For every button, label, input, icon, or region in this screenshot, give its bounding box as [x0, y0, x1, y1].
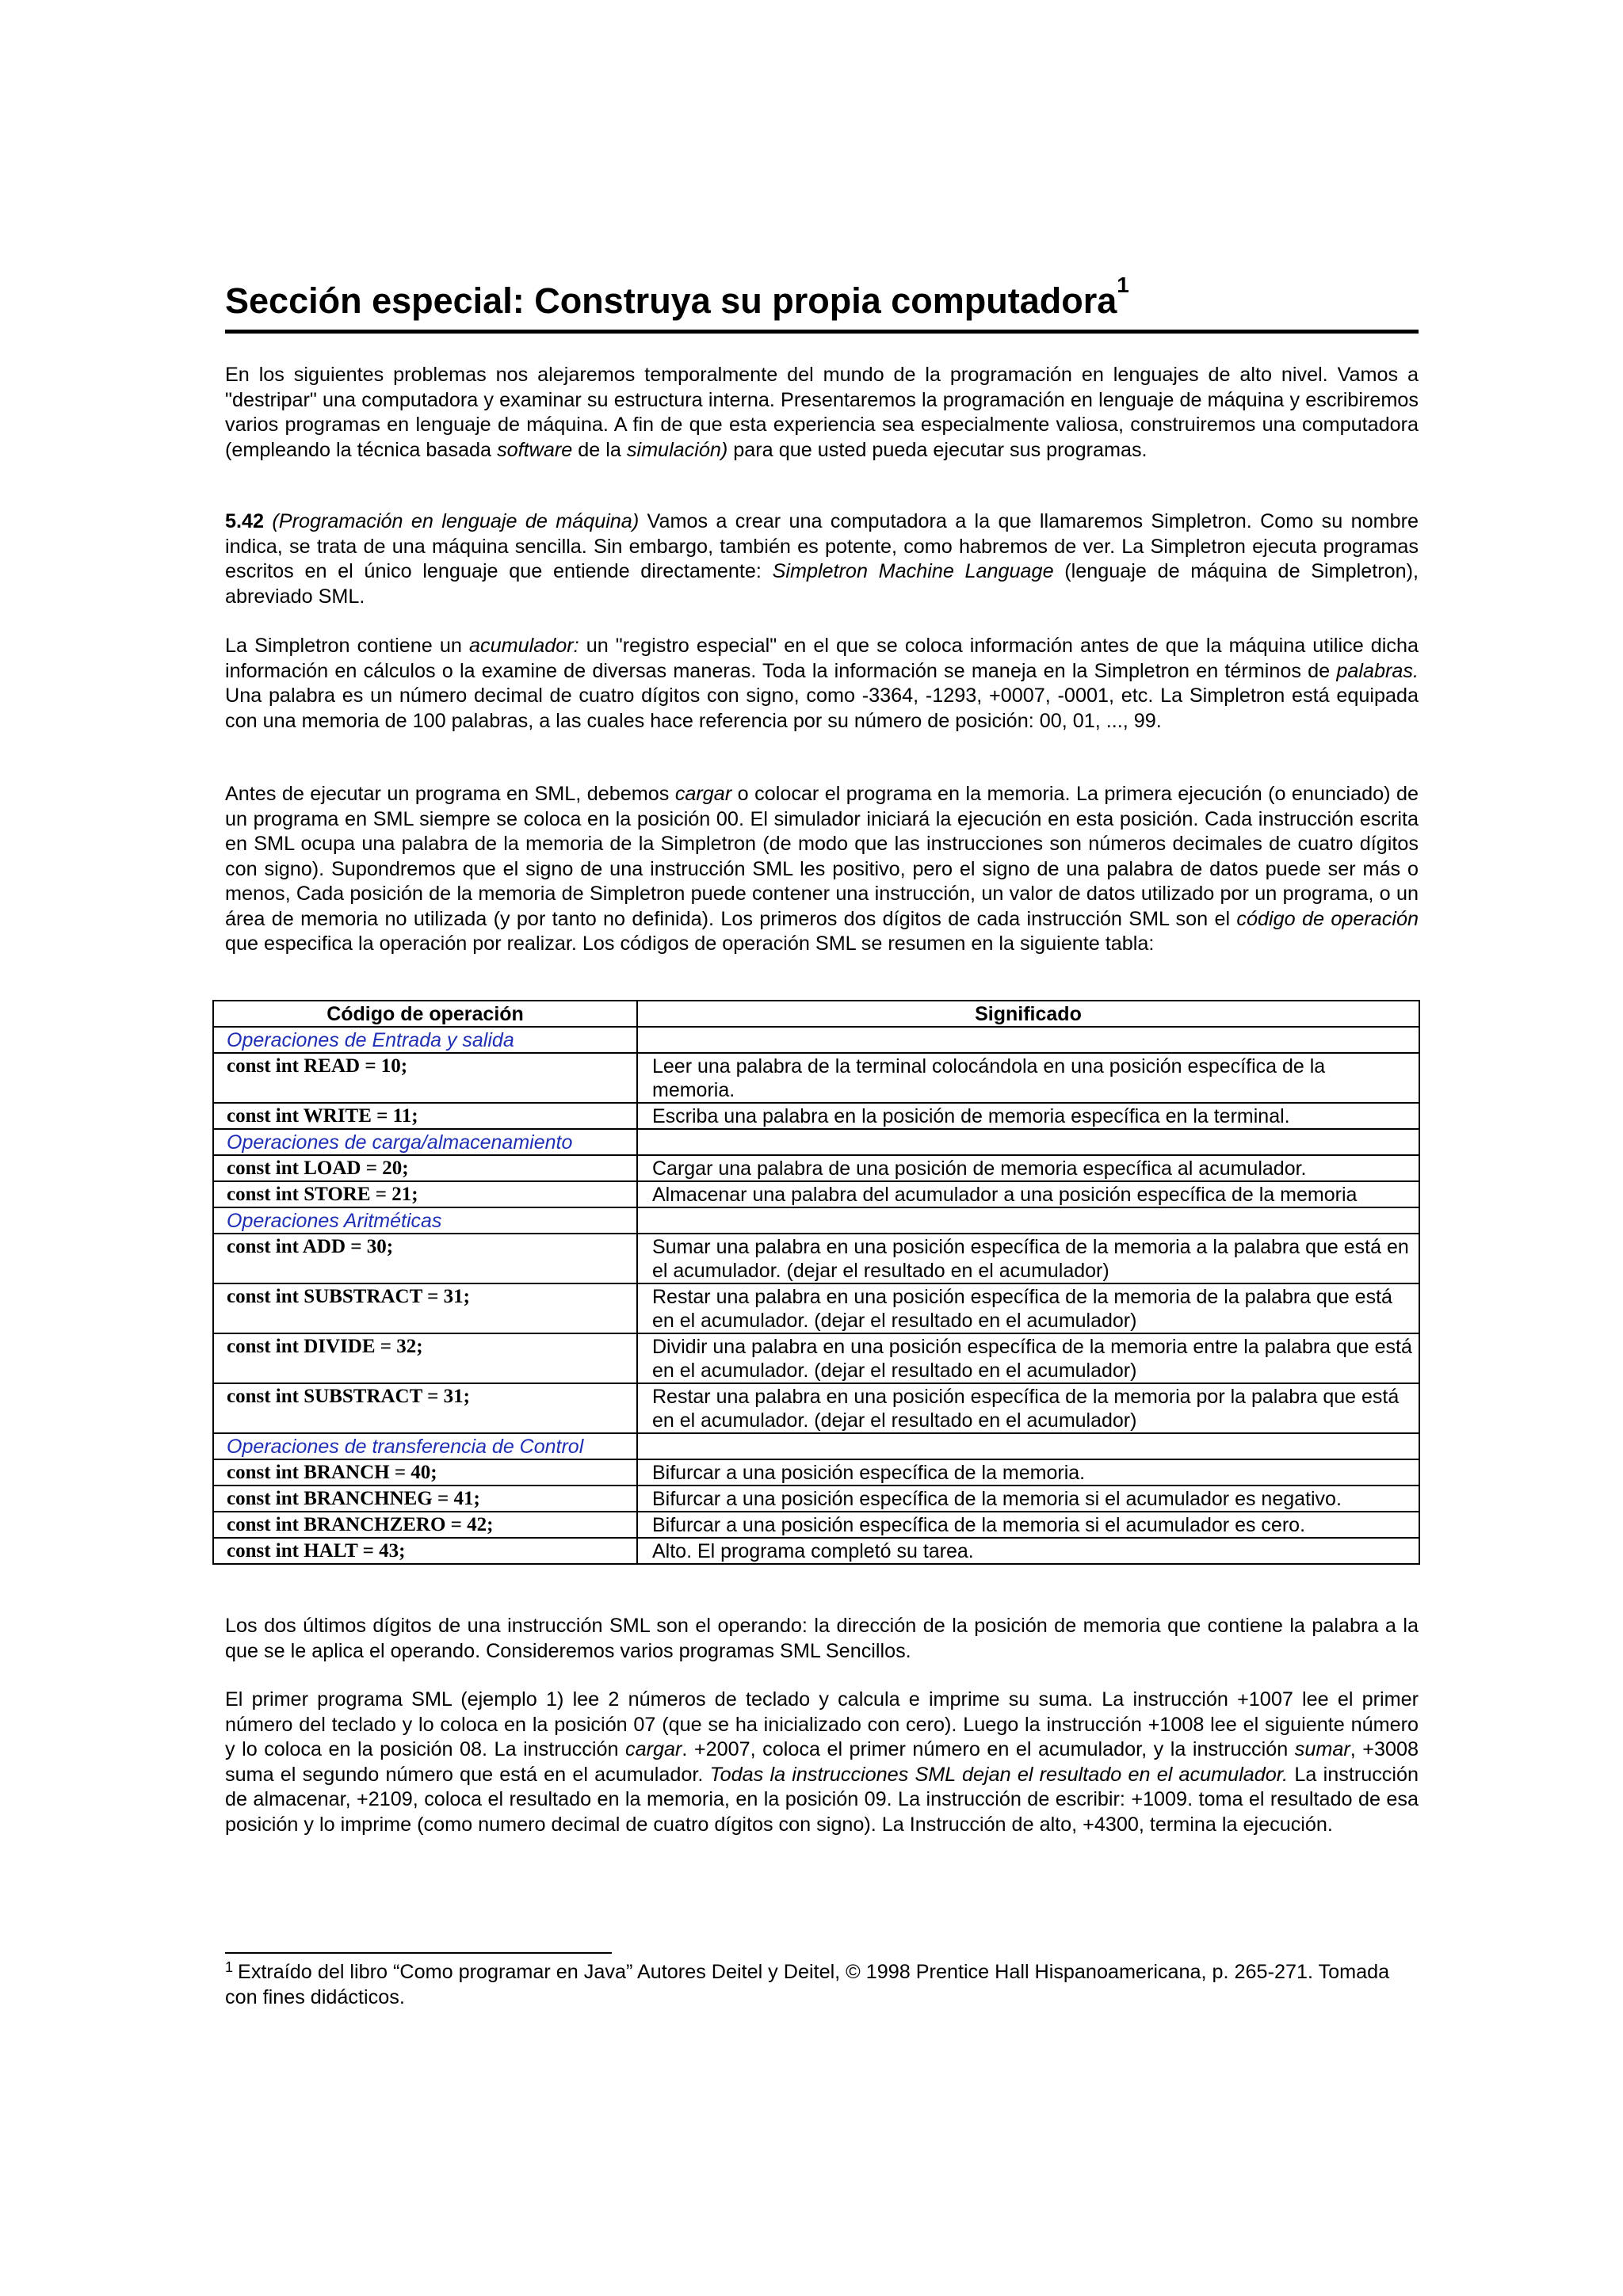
loading-italic-cargar: cargar [674, 783, 732, 805]
example-italic-sumar: sumar [1294, 1738, 1350, 1760]
loading-text-1: Antes de ejecutar un programa en SML, debemos [225, 783, 670, 805]
table-row [213, 1383, 1419, 1433]
table-group-row [213, 1433, 1419, 1459]
table-row [213, 1103, 1419, 1129]
sml-opcode-table [212, 1000, 1420, 1565]
meaning-cell: Bifurcar a una posición específica de la memoria si el acumulador es negativo. [637, 1486, 1419, 1512]
accumulator-italic-1: acumulador: [469, 635, 579, 657]
table-row [213, 1155, 1419, 1181]
meaning-cell: Restar una palabra en una posición específica de la memoria por la palabra que está en el acumulador. (dejar el resultado en el acumulador) [637, 1383, 1419, 1433]
meaning-cell: Bifurcar a una posición específica de la memoria. [637, 1459, 1419, 1486]
accumulator-text-3: Una palabra es un número decimal de cuatro dígitos con signo, como -3364, -1293, +0007, -0001, etc. La Simpletron está equipada con una memoria de 100 palabras, a las cuales hace referencia por su número de posición: 00, 01, ..., 99. [225, 685, 1419, 732]
footnote-marker: 1 [225, 1959, 234, 1975]
table-row [213, 1512, 1419, 1538]
accumulator-paragraph [225, 634, 1419, 734]
title-footnote-marker: 1 [1117, 273, 1129, 297]
table-row [213, 1053, 1419, 1103]
group-label: Operaciones Aritméticas [213, 1207, 637, 1234]
opcode-cell: const int STORE = 21; [213, 1181, 637, 1207]
meaning-cell: Restar una palabra en una posición específica de la memoria de la palabra que está en el acumulador. (dejar el resultado en el acumulador) [637, 1283, 1419, 1333]
example-text-2: . +2007, coloca el primer número en el acumulador, y la instrucción [682, 1738, 1289, 1760]
example-text-1: El primer programa SML (ejemplo 1) lee 2 números de teclado y calcula e imprime su suma. La instrucción +1007 lee el primer número del teclado y lo coloca en la posición 07 (que se ha inicializado con cero). Luego la instrucción +1008 lee el siguiente número y lo coloca en la posición 08. La instrucción [225, 1688, 1419, 1760]
intro-italic-simulacion: simulación) [626, 438, 728, 461]
meaning-cell: Almacenar una palabra del acumulador a una posición específica de la memoria [637, 1181, 1419, 1207]
group-label: Operaciones de carga/almacenamiento [213, 1129, 637, 1155]
accumulator-text-2: un "registro especial" en el que se coloca información antes de que la máquina utilice dicha información en cálculos o la examine de diversas maneras. Toda la información se maneja en la Simpletron en términos de [225, 635, 1419, 682]
group-label: Operaciones de Entrada y salida [213, 1027, 637, 1053]
problem-text-1: Vamos a crear una computadora a la que llamaremos Simpletron. Como su nombre indica, se trata de una máquina sencilla. Sin embargo, también es potente, como habremos de ver. La Simpletron ejecuta programas escritos en el único lenguaje que entiende directamente: [225, 510, 1419, 582]
meaning-cell [637, 1027, 1419, 1053]
table-row [213, 1283, 1419, 1333]
meaning-cell: Leer una palabra de la terminal colocándola en una posición específica de la memoria. [637, 1053, 1419, 1103]
group-label: Operaciones de transferencia de Control [213, 1433, 637, 1459]
example-text-3: , +3008 suma el segundo número que está en el acumulador. [225, 1738, 1419, 1786]
meaning-cell: Escriba una palabra en la posición de memoria específica en la terminal. [637, 1103, 1419, 1129]
problem-text-2: (lenguaje de máquina de Simpletron), abreviado SML. [225, 560, 1419, 608]
meaning-cell: Cargar una palabra de una posición de memoria específica al acumulador. [637, 1155, 1419, 1181]
meaning-cell [637, 1433, 1419, 1459]
problem-number: 5.42 [225, 510, 265, 532]
meaning-cell: Alto. El programa completó su tarea. [637, 1538, 1419, 1564]
problem-title: (Programación en lenguaje de máquina) [272, 510, 640, 532]
opcode-cell: const int ADD = 30; [213, 1234, 637, 1283]
meaning-cell: Bifurcar a una posición específica de la memoria si el acumulador es cero. [637, 1512, 1419, 1538]
accumulator-text-1: La Simpletron contiene un [225, 635, 462, 657]
header-meaning: Significado [637, 1001, 1419, 1027]
accumulator-italic-2: palabras. [1336, 659, 1419, 682]
footnote [225, 1960, 1419, 2010]
table-body [213, 1027, 1419, 1564]
table-row [213, 1234, 1419, 1283]
table-row [213, 1333, 1419, 1383]
meaning-cell [637, 1207, 1419, 1234]
intro-italic-software: software [497, 438, 573, 461]
problem-paragraph [225, 509, 1419, 609]
opcode-cell: const int HALT = 43; [213, 1538, 637, 1564]
table-header-row [213, 1001, 1419, 1027]
title-underline [225, 330, 1419, 334]
title-text: Sección especial: Construya su propia computadora [225, 280, 1117, 321]
opcode-cell: const int BRANCHZERO = 42; [213, 1512, 637, 1538]
section-title [225, 273, 1419, 322]
table-row [213, 1486, 1419, 1512]
operand-text: Los dos últimos dígitos de una instrucción SML son el operando: la dirección de la posición de memoria que contiene la palabra a la que se le aplica el operando. Consideremos varios programas SML Sencillos. [225, 1615, 1419, 1662]
loading-text-3: que especifica la operación por realizar. Los códigos de operación SML se resumen en la siguiente tabla: [225, 933, 1155, 955]
intro-end-text: para que usted pueda ejecutar sus programas. [733, 438, 1148, 461]
operand-paragraph [225, 1614, 1419, 1664]
page-title [225, 273, 1419, 322]
example-paragraph [225, 1688, 1419, 1837]
intro-paragraph [225, 363, 1419, 463]
footnote-text: Extraído del libro “Como programar en Java” Autores Deitel y Deitel, © 1998 Prentice Hall Hispanoamericana, p. 265-271. Tomada con fines didácticos. [225, 1961, 1390, 2008]
loading-italic-opcode: código de operación [1236, 907, 1419, 930]
footnote-separator [225, 1952, 612, 1954]
meaning-cell [637, 1129, 1419, 1155]
opcode-cell: const int SUBSTRACT = 31; [213, 1383, 637, 1433]
problem-sml-name: Simpletron Machine Language [772, 560, 1054, 582]
opcode-cell: const int LOAD = 20; [213, 1155, 637, 1181]
loading-text-2: o colocar el programa en la memoria. La primera ejecución (o enunciado) de un programa en SML siempre se coloca en la posición 00. El simulador iniciará la ejecución en esta posición. Cada instrucción escrita en SML ocupa una palabra de la memoria de la Simpletron (de modo que las instrucciones son números decimales de cuatro dígitos con signo). Supondremos que el signo de una instrucción SML les positivo, pero el signo de una palabra de datos puede ser más o menos, Cada posición de la memoria de Simpletron puede contener una instrucción, un valor de datos utilizado por un programa, o un área de memoria no utilizada (y por tanto no definida). Los primeros dos dígitos de cada instrucción SML son el [225, 783, 1419, 930]
meaning-cell: Sumar una palabra en una posición específica de la memoria a la palabra que está en el acumulador. (dejar el resultado en el acumulador) [637, 1234, 1419, 1283]
example-text-4: La instrucción de almacenar, +2109, coloca el resultado en la memoria, en la posición 09. La instrucción de escribir: +1009. toma el resultado de esa posición y lo imprime (como numero decimal de cuatro dígitos con signo). La Instrucción de alto, +4300, termina la ejecución. [225, 1763, 1419, 1836]
table-group-row [213, 1207, 1419, 1234]
opcode-cell: const int BRANCHNEG = 41; [213, 1486, 637, 1512]
opcode-cell: const int DIVIDE = 32; [213, 1333, 637, 1383]
opcode-cell: const int WRITE = 11; [213, 1103, 637, 1129]
opcode-cell: const int READ = 10; [213, 1053, 637, 1103]
table-row [213, 1538, 1419, 1564]
example-italic-cargar: cargar [625, 1738, 682, 1760]
intro-mid-text: de la [578, 438, 621, 461]
table-row [213, 1459, 1419, 1486]
header-opcode: Código de operación [213, 1001, 637, 1027]
meaning-cell: Dividir una palabra en una posición específica de la memoria entre la palabra que está en el acumulador. (dejar el resultado en el acumulador) [637, 1333, 1419, 1383]
opcode-cell: const int SUBSTRACT = 31; [213, 1283, 637, 1333]
table-group-row [213, 1027, 1419, 1053]
loading-paragraph [225, 782, 1419, 957]
table-group-row [213, 1129, 1419, 1155]
intro-text: En los siguientes problemas nos alejaremos temporalmente del mundo de la programación en lenguajes de alto nivel. Vamos a "destripar" una computadora y examinar su estructura interna. Presentaremos la programación en lenguaje de máquina y escribiremos varios programas en lenguaje de máquina. A fin de que esta experiencia sea especialmente valiosa, construiremos una computadora (empleando la técnica basada [225, 364, 1419, 461]
table-row [213, 1181, 1419, 1207]
opcode-cell: const int BRANCH = 40; [213, 1459, 637, 1486]
example-italic-result: Todas la instrucciones SML dejan el resultado en el acumulador. [709, 1763, 1289, 1786]
